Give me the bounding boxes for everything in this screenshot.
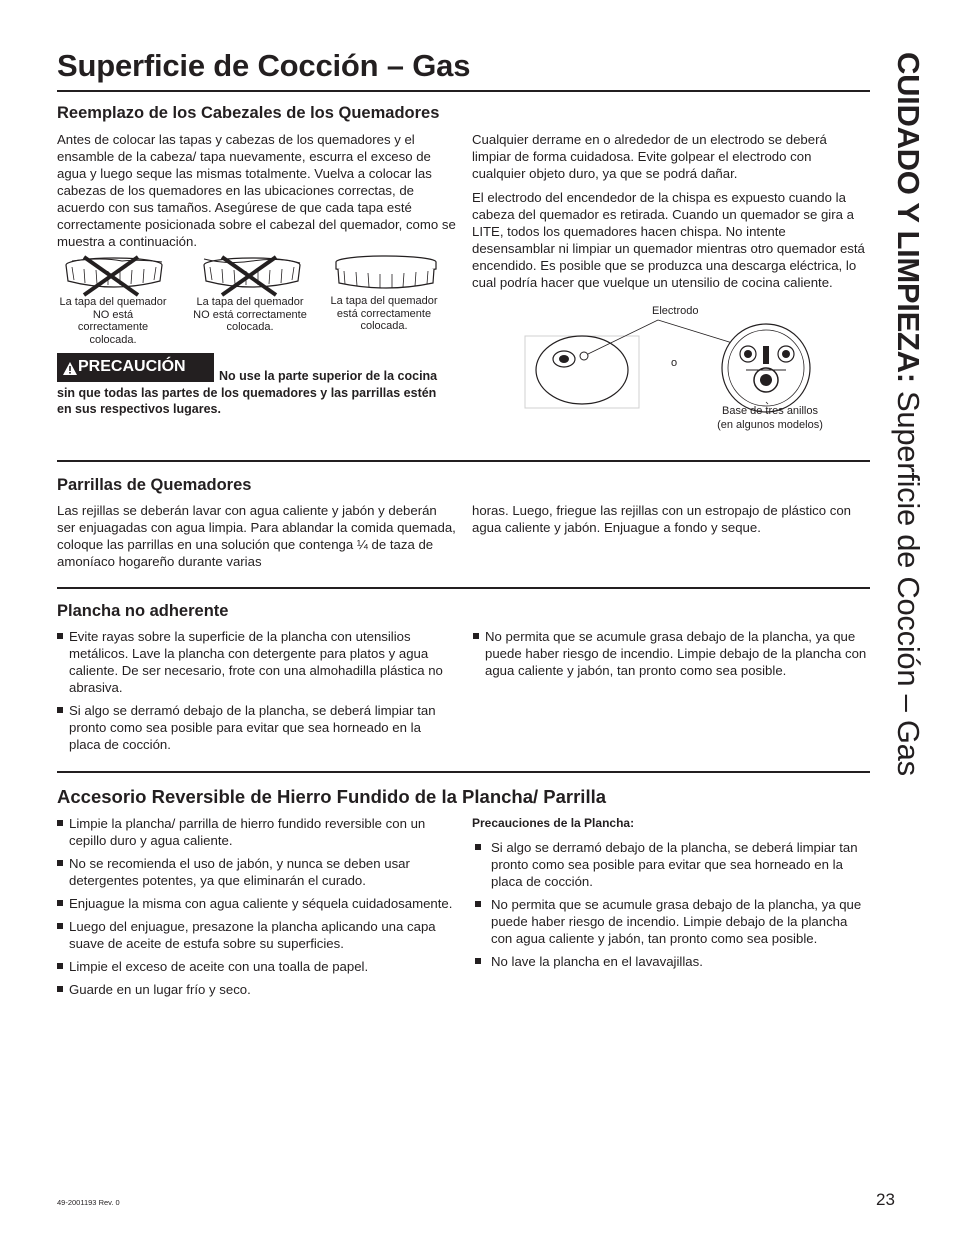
griddle-precautions-heading: Precauciones de la Plancha: — [472, 816, 635, 830]
sidebar-title — [878, 52, 928, 812]
three-ring-base-label-line2: (en algunos modelos) — [717, 419, 823, 431]
section-rule-2 — [57, 587, 870, 589]
section-rule-1 — [57, 460, 870, 462]
grates-paragraph-left: Las rejillas se deberán lavar con agua caliente y jabón y deberán ser enjuagadas con agua limpia. Para ablandar la comida quemada, coloque las parrillas en una solución que contenga ¼ de taza de amoníaco hogareño durante varias — [57, 503, 456, 569]
list-item: Limpie la plancha/ parrilla de hierro fundido reversible con un cepillo duro y agua caliente. — [57, 815, 457, 849]
title-rule — [57, 90, 870, 92]
list-item: Evite rayas sobre la superficie de la plancha con utensilios metálicos. Lave la plancha con detergente para platos y agua caliente. De ser necesario, frote con una almohadilla plástica no abrasiva. — [57, 628, 452, 696]
or-label: o — [671, 357, 678, 369]
caption-incorrect-2: La tapa del quemador NO está correctamente colocada. — [193, 296, 307, 333]
burner-cap-incorrect-2-illustration — [198, 253, 306, 297]
burner-cap-incorrect-1-illustration — [62, 253, 170, 297]
electrode-illustration — [524, 318, 834, 414]
list-item: Enjuague la misma con agua caliente y séquela cuidadosamente. — [57, 895, 457, 912]
section-heading-burner-heads: Reemplazo de los Cabezales de los Quemadores — [57, 104, 440, 122]
caution-text: No use la parte superior de la cocina sin que todas las partes de los quemadores y las parrillas estén en sus respectivos lugares. — [57, 369, 438, 416]
section-rule-3 — [57, 771, 870, 773]
burner-cap-correct-illustration — [332, 253, 440, 297]
list-item: No permita que se acumule grasa debajo de la plancha, ya que puede haber riesgo de incendio. Limpie debajo de la plancha con agua caliente y jabón, tan pronto como sea posible. — [473, 896, 868, 947]
document-code: 49-2001193 Rev. 0 — [57, 1198, 120, 1207]
electrode-paragraph-1: Cualquier derrame en o alrededor de un electrodo se deberá limpiar de forma cuidadosa. Evite golpear el electrodo con cualquier objeto duro, ya que se podrá dañar. — [472, 132, 827, 181]
electrode-paragraph-2: El electrodo del encendedor de la chispa es expuesto cuando la cabeza del quemador es retirada. Cuando un quemador se gira a LITE, todos los quemadores hacen chispa. No intente desensamblar ni limpiar un quemador mientras otro quemador está encendido. Es posible que se produzca una descarga eléctrica, lo cual podría hacer que vuelque un utensilio de cocina caliente. — [472, 190, 865, 290]
list-item: No se recomienda el uso de jabón, y nunca se deben usar detergentes potentes, ya que eliminarán el curado. — [57, 855, 457, 889]
list-item: Si algo se derramó debajo de la plancha, se deberá limpiar tan pronto como sea posible para evitar que sea horneado en la placa de cocción. — [57, 702, 452, 753]
grates-paragraph-right: horas. Luego, friegue las rejillas con un estropajo de plástico con agua caliente y jabón. Enjuague a fondo y seque. — [472, 503, 852, 535]
three-ring-base-label-line1: Base de tres anillos — [722, 405, 818, 417]
caption-correct: La tapa del quemador está correctamente colocada. — [330, 295, 438, 332]
section-heading-grates: Parrillas de Quemadores — [57, 476, 252, 494]
electrode-label: Electrodo — [652, 305, 699, 317]
list-item: Luego del enjuague, presazone la plancha aplicando una capa suave de aceite de estufa sobre su superficies. — [57, 918, 457, 952]
list-item: Guarde en un lugar frío y seco. — [57, 981, 457, 998]
nonstick-right-list — [473, 628, 868, 685]
griddle-precautions-list — [473, 839, 868, 976]
section-heading-nonstick-griddle: Plancha no adherente — [57, 602, 229, 620]
caption-incorrect-1: La tapa del quemador NO está correctamente colocada. — [59, 296, 167, 346]
nonstick-left-list — [57, 628, 452, 759]
caution-label: PRECAUCIÓN — [78, 358, 186, 375]
sidebar-light: Superficie de Cocción – Gas — [891, 382, 926, 776]
burner-heads-paragraph: Antes de colocar las tapas y cabezas de los quemadores y el ensamble de la cabeza/ tapa nuevamente, escurra el exceso de agua y luego seque las mismas totalmente. Vuelva a colocar las cabezas de los quemadores en las ubicaciones correctas, de acuerdo con sus tamaños. Asegúrese de que cada tapa esté correctamente posicionada sobre el cabezal del quemador, como se muestra a continuación. — [57, 132, 456, 249]
sidebar-bold: CUIDADO Y LIMPIEZA: — [891, 52, 926, 383]
list-item: No permita que se acumule grasa debajo de la plancha, ya que puede haber riesgo de incendio. Limpie debajo de la plancha con agua caliente y jabón, tan pronto como sea posible. — [473, 628, 868, 679]
page-title: Superficie de Cocción – Gas — [57, 48, 471, 83]
list-item: No lave la plancha en el lavavajillas. — [473, 953, 868, 970]
section-heading-cast-iron: Accesorio Reversible de Hierro Fundido de la Plancha/ Parrilla — [57, 786, 607, 807]
page-number: 23 — [876, 1190, 895, 1209]
three-ring-base-label — [690, 404, 850, 432]
list-item: Limpie el exceso de aceite con una toalla de papel. — [57, 958, 457, 975]
list-item: Si algo se derramó debajo de la plancha, se deberá limpiar tan pronto como sea posible para evitar que sea horneado en la placa de cocción. — [473, 839, 868, 890]
cast-iron-left-list — [57, 815, 457, 1004]
